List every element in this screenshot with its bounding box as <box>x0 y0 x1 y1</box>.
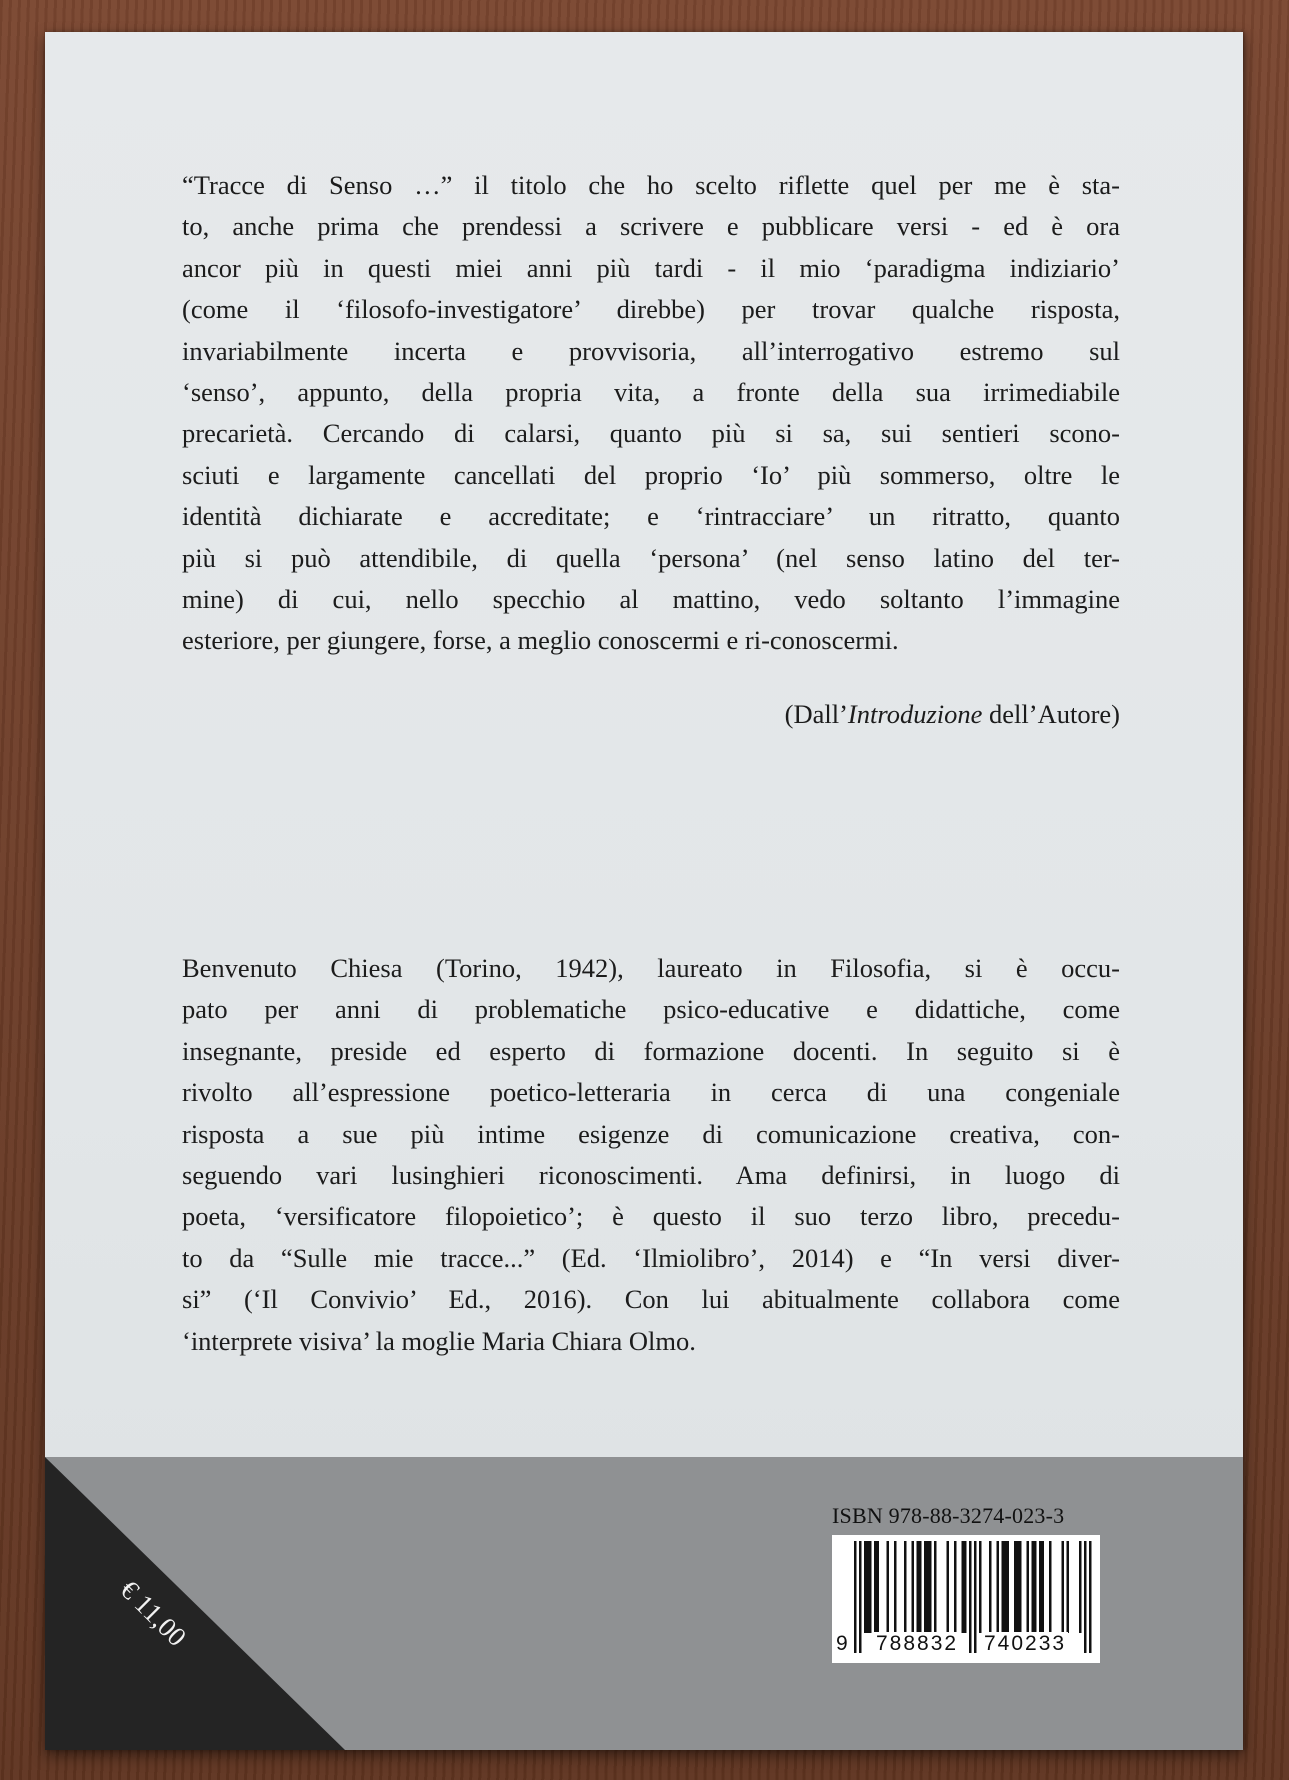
barcode-bar <box>1027 1541 1030 1633</box>
intro-line: mine) di cui, nello specchio al mattino, vedo soltanto l’immagine <box>182 584 1120 615</box>
barcode-bar <box>1004 1541 1007 1633</box>
barcode-bar <box>929 1541 932 1633</box>
bio-line: to da “Sulle mie tracce...” (Ed. ‘Ilmiolibro’, 2014) e “In versi diver- <box>182 1242 1120 1273</box>
barcode-bar <box>919 1541 922 1633</box>
barcode-bar <box>962 1541 965 1633</box>
intro-line: identità dichiarate e accreditate; e ‘rintracciare’ un ritratto, quanto <box>182 501 1120 532</box>
barcode-bar <box>912 1541 915 1633</box>
bio-line: poeta, ‘versificatore filopoietico’; è questo il suo terzo libro, precedu- <box>182 1201 1120 1232</box>
barcode-bar <box>954 1541 957 1633</box>
book-back-cover <box>45 32 1243 1750</box>
price-label: € 11,00 <box>114 1574 193 1653</box>
bio-line: Benvenuto Chiesa (Torino, 1942), laureato in Filosofia, si è occu- <box>182 953 1120 983</box>
bio-line: risposta a sue più intime esigenze di comunicazione creativa, con- <box>182 1118 1120 1149</box>
barcode-bar <box>1007 1541 1010 1633</box>
barcode-bar <box>934 1541 937 1633</box>
intro-line: ancor più in questi miei anni più tardi - il mio ‘paradigma indiziario’ <box>182 252 1120 283</box>
intro-line: (come il ‘filosofo-investigatore’ direbbe) per trovar qualche risposta, <box>182 294 1120 325</box>
intro-line: più si può attendibile, di quella ‘persona’ (nel senso latino del ter- <box>182 542 1120 573</box>
attribution-prefix: (Dall’ <box>784 699 848 729</box>
barcode-bar <box>904 1541 907 1633</box>
barcode-bar <box>927 1541 930 1633</box>
bio-line: insegnante, preside ed esperto di formazione docenti. In seguito si è <box>182 1035 1120 1066</box>
barcode-bar <box>1039 1541 1042 1633</box>
barcode-bar <box>869 1541 872 1633</box>
barcode-bar <box>979 1541 982 1633</box>
intro-line: sciuti e largamente cancellati del proprio ‘Io’ più sommerso, oltre le <box>182 459 1120 490</box>
intro-line: to, anche prima che prendessi a scrivere e pubblicare versi - ed è ora <box>182 211 1120 242</box>
bio-line: seguendo vari lusinghieri riconoscimenti. Ama definirsi, in luogo di <box>182 1160 1120 1191</box>
isbn-label: ISBN 978-88-3274-023-3 <box>832 1503 1065 1528</box>
barcode-bar <box>867 1541 870 1633</box>
barcode-digits-left: 788832 <box>876 1632 959 1655</box>
barcode-bar <box>989 1541 992 1633</box>
barcode-bar <box>1079 1541 1082 1633</box>
barcode-digit-first: 9 <box>836 1632 848 1655</box>
barcode-bar <box>1014 1541 1017 1633</box>
barcode-bar <box>1049 1541 1052 1633</box>
author-biography <box>182 948 1120 1362</box>
intro-line: “Tracce di Senso …” il titolo che ho scelto riflette quel per me è sta- <box>182 170 1120 200</box>
barcode-bar <box>997 1541 1000 1633</box>
barcode-bar <box>1017 1541 1020 1633</box>
barcode-bar <box>1067 1541 1070 1633</box>
barcode-digits-right: 740233 <box>984 1632 1067 1655</box>
intro-line: precarietà. Cercando di calarsi, quanto più si sa, sui sentieri scono- <box>182 418 1120 449</box>
barcode-bar <box>924 1541 927 1633</box>
introduction-excerpt <box>182 165 1120 662</box>
intro-line: ‘senso’, appunto, della propria vita, a fronte della sua irrimediabile <box>182 377 1120 408</box>
excerpt-attribution <box>182 699 1120 730</box>
barcode-bar <box>1034 1541 1037 1633</box>
barcode-bar <box>877 1541 880 1633</box>
barcode-bar <box>1042 1541 1045 1633</box>
attribution-suffix: dell’Autore) <box>982 699 1120 729</box>
intro-line: esteriore, per giungere, forse, a meglio conoscermi e ri-conoscermi. <box>182 625 899 656</box>
bio-line: pato per anni di problematiche psico-educative e didattiche, come <box>182 994 1120 1025</box>
barcode-bar <box>887 1541 890 1633</box>
barcode-bar <box>964 1541 967 1633</box>
bio-line: si” (‘Il Convivio’ Ed., 2016). Con lui abitualmente collabora come <box>182 1284 1120 1315</box>
barcode-bar <box>874 1541 877 1633</box>
barcode-bar <box>1019 1541 1022 1633</box>
barcode-digits <box>832 1630 1100 1660</box>
barcode <box>832 1535 1100 1663</box>
barcode-bar <box>894 1541 897 1633</box>
barcode-bar <box>1062 1541 1065 1633</box>
barcode-bar <box>947 1541 950 1633</box>
barcode-bar <box>1032 1541 1035 1633</box>
barcode-bar <box>917 1541 920 1633</box>
attribution-italic: Introduzione <box>847 699 983 729</box>
bio-line: ‘interprete visiva’ la moglie Maria Chiara Olmo. <box>182 1325 696 1356</box>
barcode-bar <box>1002 1541 1005 1633</box>
bio-line: rivolto all’espressione poetico-letteraria in cerca di una congeniale <box>182 1077 1120 1108</box>
barcode-bar <box>864 1541 867 1633</box>
intro-line: invariabilmente incerta e provvisoria, all’interrogativo estremo sul <box>182 335 1120 366</box>
